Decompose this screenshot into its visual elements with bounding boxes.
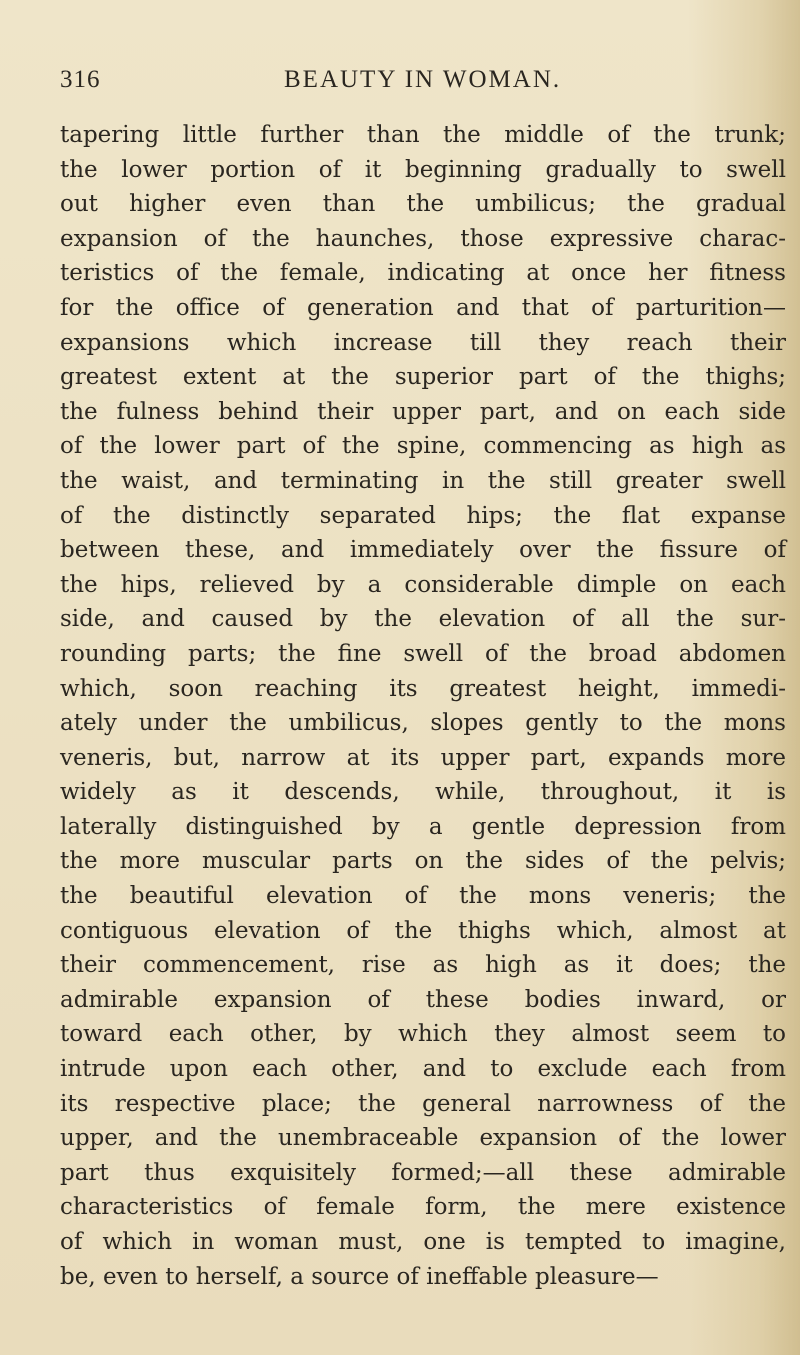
text-line: teristics of the female, indicating at once her fitness <box>60 260 786 287</box>
text-line: intrude upon each other, and to exclude each from <box>60 1056 786 1083</box>
running-head: BEAUTY IN WOMAN. <box>284 66 562 93</box>
text-line: greatest extent at the superior part of the thighs; <box>60 364 786 391</box>
text-line: the lower portion of it beginning gradually to swell <box>60 156 786 183</box>
text-line: veneris, but, narrow at its upper part, expands more <box>60 744 786 771</box>
text-line: its respective place; the general narrowness of the <box>60 1090 786 1117</box>
text-line: of which in woman must, one is tempted to imagine, <box>60 1229 786 1255</box>
text-line: admirable expansion of these bodies inward, or <box>60 986 786 1013</box>
text-line: which, soon reaching its greatest height, immedi- <box>60 675 786 702</box>
text-line: contiguous elevation of the thighs which, almost at <box>60 917 786 944</box>
text-line: the hips, relieved by a considerable dimple on each <box>60 571 786 598</box>
body-text <box>60 118 786 1294</box>
page-header <box>60 66 740 106</box>
text-line: between these, and immediately over the fissure of <box>60 537 786 564</box>
text-line: for the office of generation and that of parturition— <box>60 294 786 321</box>
text-line: upper, and the unembraceable expansion of the lower <box>60 1125 786 1152</box>
text-line: widely as it descends, while, throughout, it is <box>60 779 786 806</box>
text-line: expansions which increase till they reach their <box>60 329 786 356</box>
text-line: laterally distinguished by a gentle depression from <box>60 813 786 840</box>
text-line: of the distinctly separated hips; the flat expanse <box>60 502 786 529</box>
text-line: the more muscular parts on the sides of the pelvis; <box>60 848 786 875</box>
text-line: tapering little further than the middle of the trunk; <box>60 122 786 148</box>
text-line: the beautiful elevation of the mons veneris; the <box>60 883 786 910</box>
text-line: ately under the umbilicus, slopes gently to the mons <box>60 710 786 737</box>
text-line: be, even to herself, a source of ineffable pleasure— <box>60 1263 659 1290</box>
text-line: out higher even than the umbilicus; the gradual <box>60 191 786 218</box>
text-line: the waist, and terminating in the still greater swell <box>60 467 786 494</box>
text-line: part thus exquisitely formed;—all these admirable <box>60 1159 786 1186</box>
text-line: expansion of the haunches, those expressive charac- <box>60 225 786 252</box>
text-line: side, and caused by the elevation of all the sur- <box>60 606 786 633</box>
page-number: 316 <box>60 66 101 93</box>
text-line: characteristics of female form, the mere existence <box>60 1194 786 1221</box>
text-line: toward each other, by which they almost seem to <box>60 1021 786 1048</box>
text-line: the fulness behind their upper part, and on each side <box>60 398 786 425</box>
text-line: rounding parts; the fine swell of the broad abdomen <box>60 640 786 667</box>
text-line: their commencement, rise as high as it does; the <box>60 952 786 979</box>
text-line: of the lower part of the spine, commencing as high as <box>60 433 786 460</box>
